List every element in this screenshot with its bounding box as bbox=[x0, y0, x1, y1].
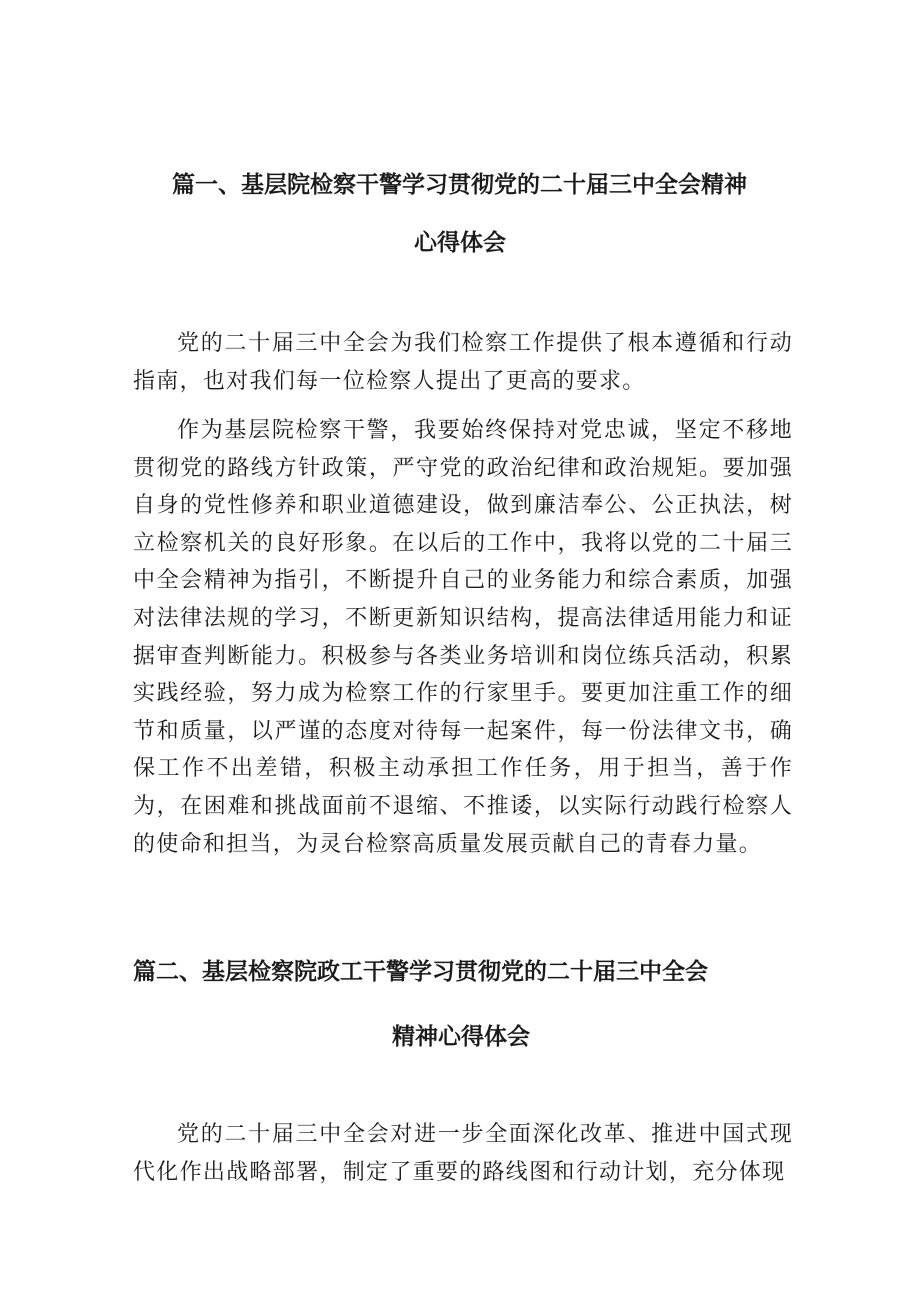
section-1-title-line-1: 篇一、基层院检察干警学习贯彻党的二十届三中全会精神 bbox=[172, 172, 747, 198]
section-1-paragraph-1: 党的二十届三中全会为我们检察工作提供了根本遵循和行动指南，也对我们每一位检察人提出了更高的要求。 bbox=[133, 331, 793, 394]
section-1-paragraph-2: 作为基层院检察干警，我要始终保持对党忠诚，坚定不移地贯彻党的路线方针政策，严守党的政治纪律和政治规矩。要加强自身的党性修养和职业道德建设，做到廉洁奉公、公正执法，树立检察机关的良好形象。在以后的工作中，我将以党的二十届三中全会精神为指引，不断提升自己的业务能力和综合素质，加强对法律法规的学习，不断更新知识结构，提高法律适用能力和证据审查判断能力。积极参与各类业务培训和岗位练兵活动，积累实践经验，努力成为检察工作的行家里手。要更加注重工作的细节和质量，以严谨的态度对待每一起案件，每一份法律文书，确保工作不出差错，积极主动承担工作任务，用于担当，善于作为，在困难和挑战面前不退缩、不推诿，以实际行动践行检察人的使命和担当，为灵台检察高质量发展贡献自己的青春力量。 bbox=[133, 418, 793, 857]
section-2-paragraph-1: 党的二十届三中全会对进一步全面深化改革、推进中国式现代化作出战略部署，制定了重要的路线图和行动计划，充分体现 bbox=[133, 1122, 793, 1185]
section-1-title-line-2: 心得体会 bbox=[414, 230, 506, 256]
section-2-title-line-1: 篇二、基层检察院政工干警学习贯彻党的二十届三中全会 bbox=[133, 959, 708, 985]
section-2-title-line-2: 精神心得体会 bbox=[392, 1024, 530, 1050]
